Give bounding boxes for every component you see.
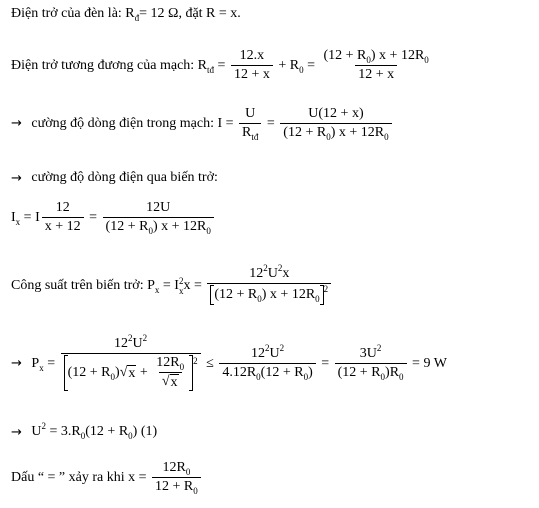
subscript: 0 [326, 132, 331, 142]
line-4 [11, 170, 218, 186]
text: R [242, 125, 252, 140]
numerator [159, 460, 193, 477]
subscript: 0 [80, 431, 86, 441]
subscript: 0 [384, 132, 389, 142]
text: Dấu “ = ” xảy ra khi x = [11, 469, 151, 485]
text: ) (1) [132, 424, 158, 439]
numerator: 12 [55, 200, 70, 215]
line-6 [11, 263, 333, 305]
subscript: 0 [424, 55, 429, 65]
text: = 9 W [408, 355, 447, 371]
text: (12 + R [323, 48, 367, 63]
numerator [248, 343, 287, 363]
subscript: 0 [299, 64, 304, 75]
text: ) x + 12R [370, 48, 425, 63]
denominator [103, 217, 214, 235]
line-7 [11, 333, 447, 391]
text: 12 [249, 266, 264, 281]
text: 12 [250, 346, 265, 361]
subscript: 0 [206, 226, 211, 236]
text: )R [385, 365, 400, 380]
subscript: 0 [185, 467, 191, 477]
superscript: 2 [142, 333, 148, 343]
text: (12 + R [85, 424, 129, 439]
text: ) x + 12R [330, 125, 385, 140]
line-3 [11, 106, 394, 141]
superscript: 2 [376, 343, 382, 353]
sqrt [162, 374, 179, 391]
subscript: 0 [148, 226, 153, 236]
fraction [207, 263, 331, 305]
subscript: 0 [193, 486, 198, 496]
numerator: U(12 + x) [308, 106, 364, 121]
text: ) x + 12R [152, 219, 207, 234]
text: U [132, 336, 143, 351]
text: (12 + R [67, 365, 111, 380]
subscript: 0 [257, 294, 262, 305]
subscript: 0 [128, 431, 133, 441]
text: = 12 Ω, đặt R = x. [139, 6, 241, 21]
subscript: 0 [399, 372, 404, 382]
text: 12R [156, 355, 180, 370]
text: (12 + R [283, 125, 327, 140]
subscript: đ [134, 13, 140, 23]
denominator: x + 12 [42, 217, 84, 235]
fraction [103, 200, 214, 235]
superscript: 2 [323, 284, 329, 295]
text: 3U [359, 346, 377, 361]
text: Điện trở tương đương của mạch: R [11, 57, 208, 73]
text: (12 + R [105, 219, 149, 234]
fraction [280, 106, 391, 141]
line-9 [11, 460, 203, 495]
text: Điện trở của đèn là: R [11, 6, 135, 21]
subscript: 0 [380, 372, 386, 382]
radical-sign: √ [119, 364, 128, 380]
line-2 [11, 48, 434, 83]
subscript: x [178, 285, 184, 296]
arrow-right-icon: → [11, 356, 22, 371]
text: = [43, 355, 59, 371]
radicand: x [170, 375, 178, 390]
fraction [42, 200, 84, 235]
denominator: 12 + x [355, 65, 397, 83]
text: = [214, 57, 229, 73]
superscript: 2 [277, 263, 283, 273]
subscript: 0 [110, 372, 116, 382]
text: ) x + 12R [261, 287, 316, 303]
numerator [153, 355, 187, 372]
text: I [11, 209, 16, 225]
denominator [61, 353, 201, 391]
radical-sign: √ [161, 374, 170, 389]
text: 12R [162, 460, 186, 475]
fraction [320, 48, 431, 83]
line-8 [11, 421, 158, 441]
subscript: x [39, 362, 44, 373]
text: (12 + R [337, 365, 381, 380]
denominator: 12 + x [231, 65, 273, 83]
superscript: 2 [41, 421, 47, 431]
text: Công suất trên biến trở: P [11, 277, 155, 293]
text: cường độ dòng điện qua biến trở: [27, 170, 218, 185]
numerator: 12U [146, 200, 171, 215]
line-1 [11, 6, 241, 22]
fraction [153, 355, 187, 391]
denominator [152, 477, 201, 495]
superscript: 2 [263, 263, 268, 273]
text: (12 + R [214, 287, 258, 303]
fraction [231, 48, 273, 83]
fraction [335, 343, 407, 382]
subscript: 0 [179, 362, 185, 372]
fraction [219, 343, 315, 382]
text: U [269, 346, 280, 361]
subscript: 0 [256, 372, 261, 382]
line-5 [11, 200, 216, 235]
text: = [85, 209, 101, 225]
radicand: x [128, 365, 136, 381]
text: = [317, 355, 333, 371]
subscript: x [154, 284, 160, 295]
text: ) [308, 365, 313, 380]
fraction [152, 460, 201, 495]
text: = 3.R [46, 424, 81, 439]
subscript: x [15, 216, 21, 227]
subscript: tđ [207, 64, 215, 75]
denominator [335, 363, 407, 381]
text: 4.12R [222, 365, 257, 380]
text: ) [115, 365, 120, 380]
fraction [239, 106, 261, 141]
numerator: U [245, 106, 256, 121]
denominator [219, 363, 315, 381]
text: x [282, 266, 290, 281]
text: ≤ [202, 355, 218, 371]
superscript: 2 [128, 333, 133, 343]
text: = I [159, 277, 179, 293]
fraction [61, 333, 201, 391]
superscript: 2 [264, 343, 270, 353]
subscript: tđ [251, 132, 259, 142]
subscript: 0 [303, 372, 309, 382]
subscript: 0 [315, 294, 320, 305]
text: U [267, 266, 278, 281]
superscript: 2 [193, 356, 198, 366]
numerator [111, 333, 150, 353]
text: U [27, 424, 42, 439]
text: + R [274, 57, 300, 73]
superscript: 2 [279, 343, 285, 353]
arrow-right-icon: → [11, 116, 22, 131]
denominator [239, 123, 261, 141]
numerator [246, 263, 292, 283]
text: = [303, 57, 319, 73]
text: x = [183, 277, 206, 293]
denominator [207, 283, 331, 305]
sqrt [120, 365, 137, 382]
text: 12 + R [155, 479, 194, 494]
superscript: 2 [178, 275, 184, 286]
text: + [136, 365, 152, 380]
denominator [280, 123, 391, 141]
numerator [357, 343, 385, 363]
numerator: 12.x [239, 48, 265, 63]
subscript: 0 [366, 55, 371, 65]
arrow-right-icon: → [11, 170, 22, 186]
text: 12 [114, 336, 129, 351]
text: P [27, 355, 40, 371]
text: = I [20, 209, 40, 225]
arrow-right-icon: → [11, 424, 22, 440]
denominator [159, 372, 182, 391]
text: (12 + R [260, 365, 304, 380]
text: cường độ dòng điện trong mạch: I = [27, 115, 238, 131]
numerator [320, 48, 431, 65]
text: = [263, 115, 279, 131]
